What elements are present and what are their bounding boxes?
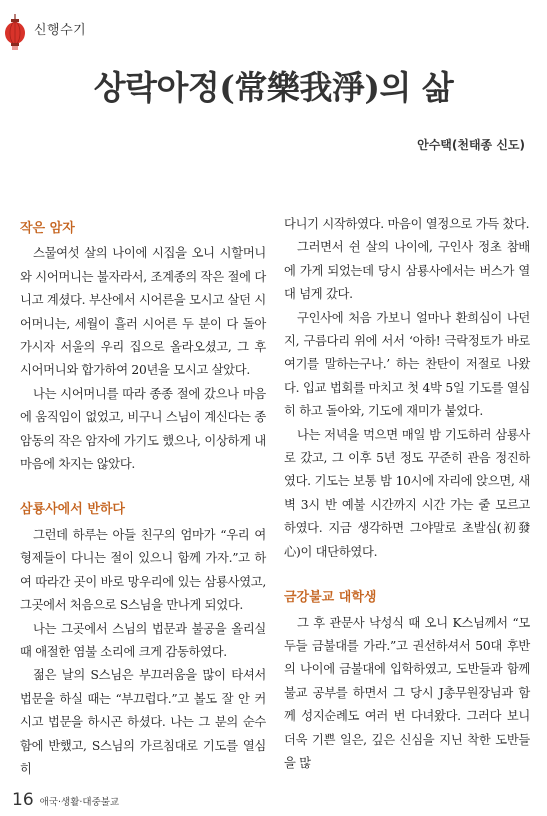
section-heading: 작은 암자 (20, 221, 75, 236)
body-paragraph: 나는 시어머니를 따라 종종 절에 갔으나 마음에 움직임이 없었고, 비구니 스님이 계신다는 종암동의 작은 암자에 가기도 했으나, 이상하게 내 마음에 차지는 않았다. (20, 386, 266, 472)
body-paragraph: 그 후 관문사 낙성식 때 오니 K스님께서 “모두들 금불대를 가라.”고 권선하셔서 50대 후반의 나이에 금불대에 입학하였고, 도반들과 함께 불교 공부를 하면서 그 당시 J총무원장님과 함께 성지순례도 여러 번 다녀왔다. 그러다 보니 더욱 기쁜 일은, 깊은 신심을 지닌 착한 도반들을 많 (284, 615, 530, 770)
body-paragraph: 나는 저녁을 먹으면 매일 밤 기도하러 삼룡사로 갔고, 그 이후 5년 정도 꾸준히 관음 정진하였다. 기도는 보통 밤 10시에 자리에 앉으면, 새벽 3시 반 예불 시간까지 시간 가는 줄 모르고 하였다. 지금 생각하면 그야말로 초발심(初發心)이 대단하였다. (284, 427, 530, 559)
body-paragraph: 구인사에 처음 가보니 얼마나 환희심이 나던지, 구름다리 위에 서서 ‘아하! 극락정토가 바로 여기를 말하는구나.’ 하는 찬탄이 저절로 나왔다. 입교 법회를 마치고 첫 4박 5일 기도를 열심히 하고 돌아와, 기도에 재미가 붙었다. (284, 310, 530, 419)
author-byline: 안수택(천태종 신도) (417, 138, 525, 152)
article-title: 상락아정(常樂我淨)의 삶 (93, 68, 454, 107)
section-heading: 금강불교 대학생 (284, 590, 377, 606)
body-paragraph: 다니기 시작하였다. 마음이 열정으로 가득 찼다. (284, 217, 530, 231)
body-paragraph: 그런데 하루는 아들 친구의 엄마가 “우리 여형제들이 다니는 절이 있으니 함께 가자.”고 하여 따라간 곳이 바로 망우리에 있는 삼룡사였고, 그곳에서 처음으로 S스님을 만나게 되었다. (20, 527, 266, 613)
section-name: 신행수기 (34, 23, 87, 38)
body-paragraph: 젊은 날의 S스님은 부끄러움을 많이 타셔서 법문을 하실 때는 “부끄럽다.”고 볼도 잘 안 커시고 법문을 하시곤 하셨다. 나는 그 분의 순수함에 반했고, S스님의 가르침대로 기도를 열심히 (20, 668, 266, 776)
publication-name: 애국·생활·대중불교 (39, 797, 120, 808)
body-paragraph: 스물여섯 살의 나이에 시집을 오니 시할머니와 시어머니는 불자라서, 조계종의 작은 절에 다니고 계셨다. 부산에서 시어른을 모시고 살던 시어머니는, 세월이 흘러 시어른 두 분이 다 돌아가시자 서울의 우리 집으로 올라오셨고, 그 후 시어머니와 합가하여 20년을 모시고 살았다. (20, 246, 266, 378)
page-number: 16 (12, 790, 34, 810)
left-column (20, 213, 266, 781)
body-paragraph: 그러면서 쉰 살의 나이에, 구인사 정초 참배에 가게 되었는데 당시 삼룡사에서는 버스가 열 대 넘게 갔다. (284, 240, 530, 302)
section-heading: 삼룡사에서 반하다 (20, 502, 125, 518)
section-label (34, 19, 86, 38)
right-column (284, 213, 530, 775)
lantern-icon (4, 14, 26, 50)
body-paragraph: 나는 그곳에서 스님의 법문과 불공을 올리실 때 애절한 염불 소리에 크게 감동하였다. (20, 621, 266, 659)
page-footer (12, 790, 119, 810)
